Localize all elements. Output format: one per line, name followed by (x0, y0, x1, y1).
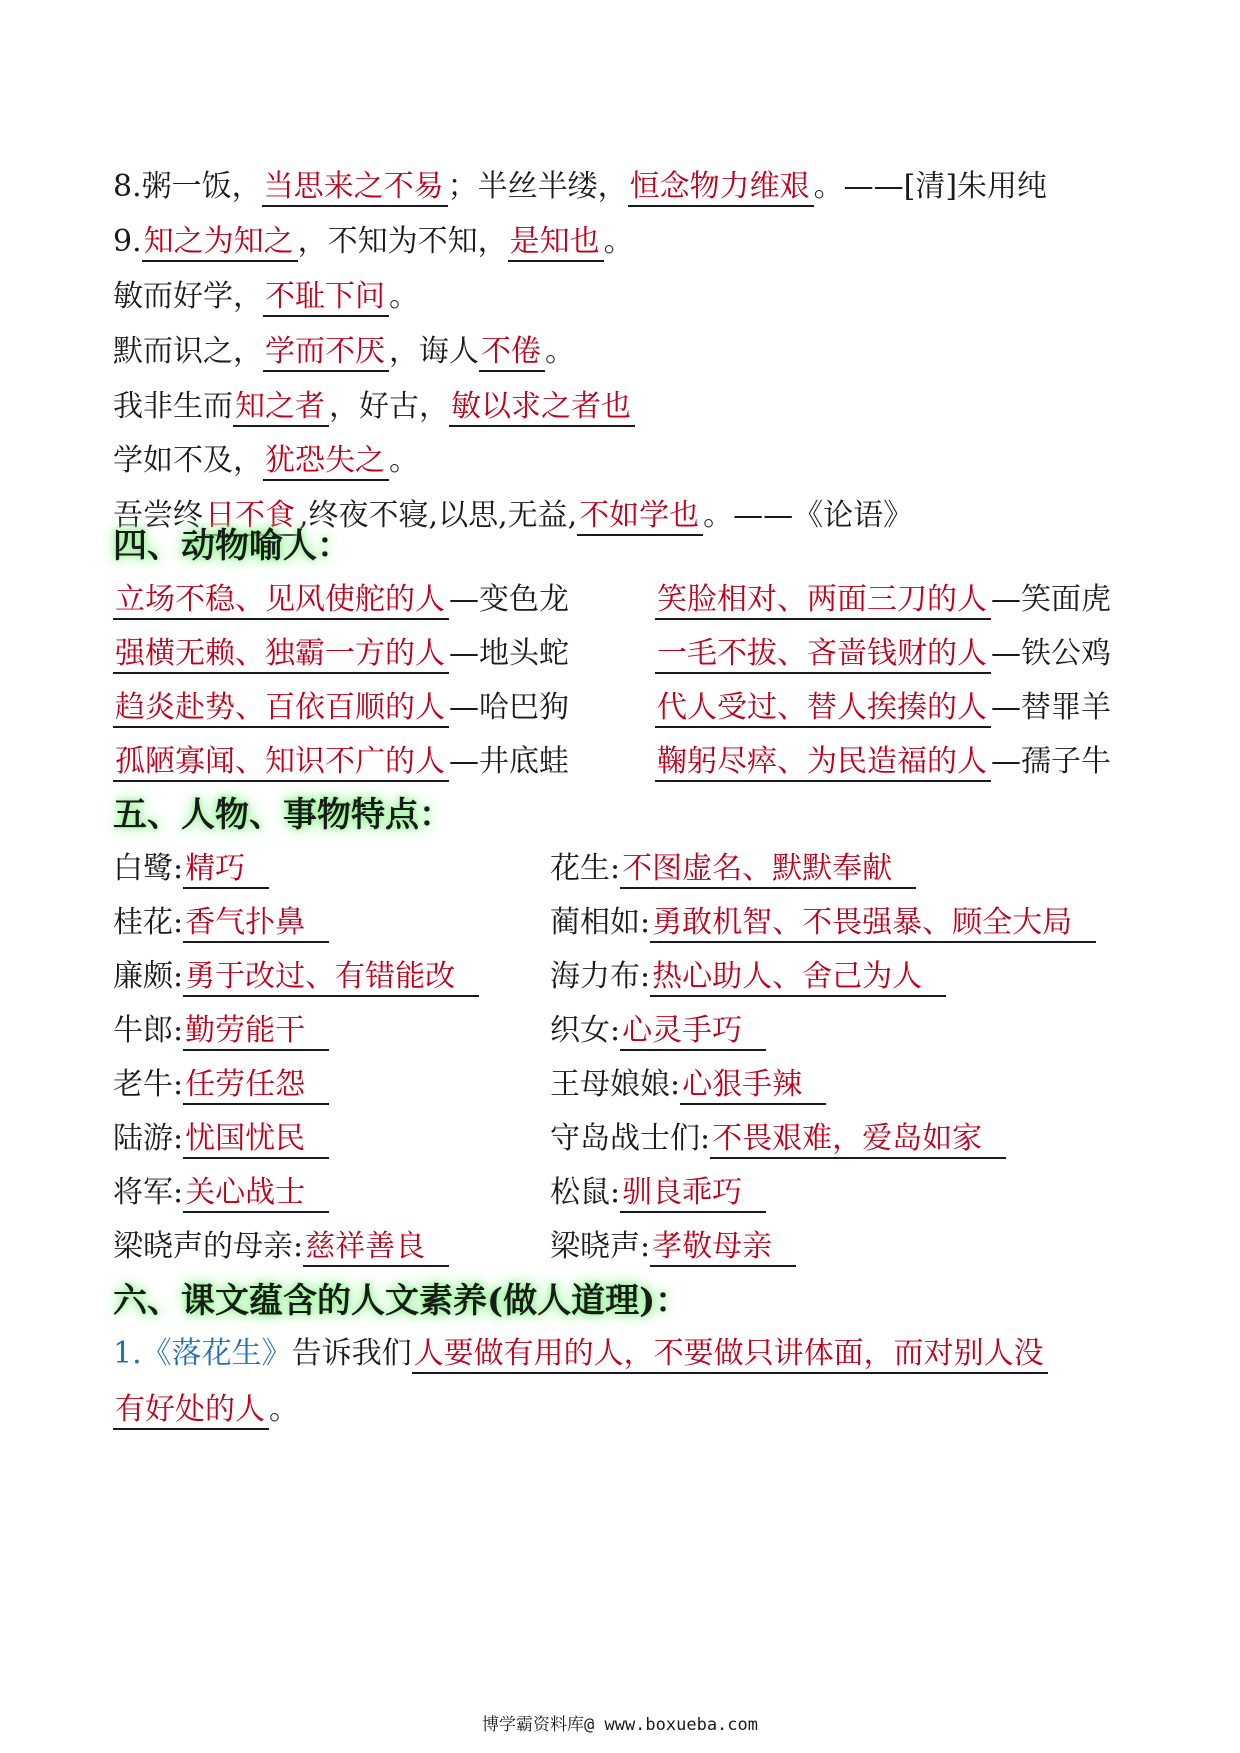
quote-line (113, 218, 1190, 266)
quote-text: 。 (389, 443, 419, 478)
trait-item-left (113, 1223, 449, 1271)
answer-blank: 勇于改过、有错能改 (183, 959, 479, 997)
page-footer: 博学霸资料库@ www.boxueba.com (482, 1715, 758, 1735)
trait-label: 花生: (550, 851, 621, 886)
quote-line (113, 383, 1190, 431)
answer-blank: 知之为知之 (142, 224, 298, 262)
answer-blank: 立场不稳、见风使舵的人 (113, 582, 449, 620)
quote-text: 。 (389, 279, 419, 314)
quote-text: 敏而好学， (113, 279, 263, 314)
trait-item-left (113, 953, 479, 1001)
answer-blank: 关心战士 (183, 1175, 329, 1213)
answer-blank: 孤陋寡闻、知识不广的人 (113, 744, 449, 782)
answer-blank: 香气扑鼻 (183, 905, 329, 943)
answer-blank: 一毛不拔、吝啬钱财的人 (655, 636, 991, 674)
answer-blank: 是知也 (508, 224, 604, 262)
animal-name: —哈巴狗 (449, 690, 569, 725)
answer-blank: 当思来之不易 (262, 169, 448, 207)
animal-item-left (113, 684, 569, 732)
answer-blank: 勇敢机智、不畏强暴、顾全大局 (650, 905, 1096, 943)
answer-blank: 鞠躬尽瘁、为民造福的人 (655, 744, 991, 782)
quote-text: 8.粥一饭， (113, 169, 262, 204)
quote-text: 我非生而 (113, 389, 233, 424)
quote-text: 学如不及， (113, 443, 263, 478)
animal-name: —铁公鸡 (991, 636, 1111, 671)
answer-blank: 忧国忧民 (183, 1121, 329, 1159)
trait-label: 将军: (113, 1175, 184, 1210)
trait-item-right (550, 1007, 766, 1055)
answer-blank: 强横无赖、独霸一方的人 (113, 636, 449, 674)
section-heading-lessons: 六、课文蕴含的人文素养(做人道理)： (113, 1281, 690, 1321)
answer-blank: 恒念物力维艰 (628, 169, 814, 207)
trait-label: 海力布: (550, 959, 651, 994)
trait-item-right (550, 1169, 766, 1217)
lesson-line-1 (113, 1330, 1190, 1378)
answer-blank: 心狠手辣 (680, 1067, 826, 1105)
animal-item-right (655, 576, 1111, 624)
answer-blank: 笑脸相对、两面三刀的人 (655, 582, 991, 620)
trait-label: 梁晓声的母亲: (113, 1229, 304, 1264)
answer-blank: 学而不厌 (263, 334, 389, 372)
answer-blank: 不畏艰难，爱岛如家 (710, 1121, 1006, 1159)
answer-blank: 不耻下问 (263, 279, 389, 317)
animal-item-left (113, 576, 569, 624)
trait-item-right (550, 899, 1096, 947)
trait-label: 牛郎: (113, 1013, 184, 1048)
answer-blank: 精巧 (183, 851, 269, 889)
animal-item-left (113, 630, 569, 678)
animal-item-right (655, 738, 1111, 786)
answer-blank: 不图虚名、默默奉献 (620, 851, 916, 889)
trait-label: 廉颇: (113, 959, 184, 994)
trait-label: 松鼠: (550, 1175, 621, 1210)
answer-blank: 知之者 (233, 389, 329, 427)
answer-blank: 慈祥善良 (303, 1229, 449, 1267)
quote-text: 。 (603, 224, 634, 259)
lesson-end: 。 (269, 1392, 299, 1427)
trait-label: 陆游: (113, 1121, 184, 1156)
animal-name: —孺子牛 (991, 744, 1111, 779)
answer-blank: 任劳任怨 (183, 1067, 329, 1105)
trait-label: 王母娘娘: (550, 1067, 681, 1102)
answer-blank: 孝敬母亲 (650, 1229, 796, 1267)
answer-blank: 有好处的人 (113, 1392, 269, 1430)
trait-item-right (550, 953, 946, 1001)
quote-text: ；半丝半缕， (447, 169, 628, 204)
trait-label: 白鹭: (113, 851, 184, 886)
animal-name: —地头蛇 (449, 636, 569, 671)
answer-blank: 日不食 (203, 498, 299, 536)
quote-line (113, 163, 1190, 211)
quote-text: 默而识之， (113, 334, 263, 369)
trait-label: 守岛战士们: (550, 1121, 711, 1156)
section-heading-animals: 四、动物喻人： (113, 526, 351, 566)
quote-line (113, 273, 1190, 321)
quote-text: 9. (113, 224, 142, 259)
quote-text: 。——[清]朱用纯 (813, 169, 1048, 204)
trait-label: 蔺相如: (550, 905, 651, 940)
trait-item-left (113, 1169, 329, 1217)
trait-label: 织女: (550, 1013, 621, 1048)
answer-blank: 代人受过、替人挨揍的人 (655, 690, 991, 728)
quote-text: ,终夜不寝,以思,无益, (299, 498, 578, 533)
quote-text: ，好古， (329, 389, 449, 424)
trait-item-right (550, 1223, 796, 1271)
answer-blank: 热心助人、舍己为人 (650, 959, 946, 997)
answer-blank: 趋炎赴势、百依百顺的人 (113, 690, 449, 728)
section-heading-traits: 五、人物、事物特点： (113, 795, 453, 835)
lesson-title: 1.《落花生》 (113, 1336, 292, 1371)
lesson-line-2 (113, 1386, 1190, 1434)
trait-item-left (113, 1061, 329, 1109)
answer-blank: 勤劳能干 (183, 1013, 329, 1051)
quote-line (113, 437, 1190, 485)
trait-item-left (113, 899, 329, 947)
trait-item-left (113, 1115, 329, 1163)
animal-name: —井底蛙 (449, 744, 569, 779)
answer-blank: 不倦 (479, 334, 545, 372)
trait-label: 桂花: (113, 905, 184, 940)
animal-item-left (113, 738, 569, 786)
animal-name: —笑面虎 (991, 582, 1111, 617)
lesson-text: 告诉我们 (291, 1336, 412, 1371)
trait-item-left (113, 845, 269, 893)
quote-text: 吾尝终 (113, 498, 203, 533)
trait-label: 老牛: (113, 1067, 184, 1102)
answer-blank: 驯良乖巧 (620, 1175, 766, 1213)
answer-blank: 人要做有用的人，不要做只讲体面，而对别人没 (412, 1336, 1048, 1374)
trait-item-right (550, 1115, 1006, 1163)
animal-item-right (655, 630, 1111, 678)
answer-blank: 不如学也 (577, 498, 703, 536)
trait-item-left (113, 1007, 329, 1055)
trait-item-right (550, 1061, 826, 1109)
quote-text: 。 (545, 334, 575, 369)
quote-line (113, 328, 1190, 376)
animal-name: —替罪羊 (991, 690, 1111, 725)
quote-text: ，不知为不知， (297, 224, 508, 259)
animal-name: —变色龙 (449, 582, 569, 617)
quote-text: 。——《论语》 (703, 498, 914, 533)
animal-item-right (655, 684, 1111, 732)
answer-blank: 心灵手巧 (620, 1013, 766, 1051)
trait-item-right (550, 845, 916, 893)
trait-label: 梁晓声: (550, 1229, 651, 1264)
answer-blank: 敏以求之者也 (449, 389, 635, 427)
answer-blank: 犹恐失之 (263, 443, 389, 481)
quote-text: ，诲人 (389, 334, 479, 369)
